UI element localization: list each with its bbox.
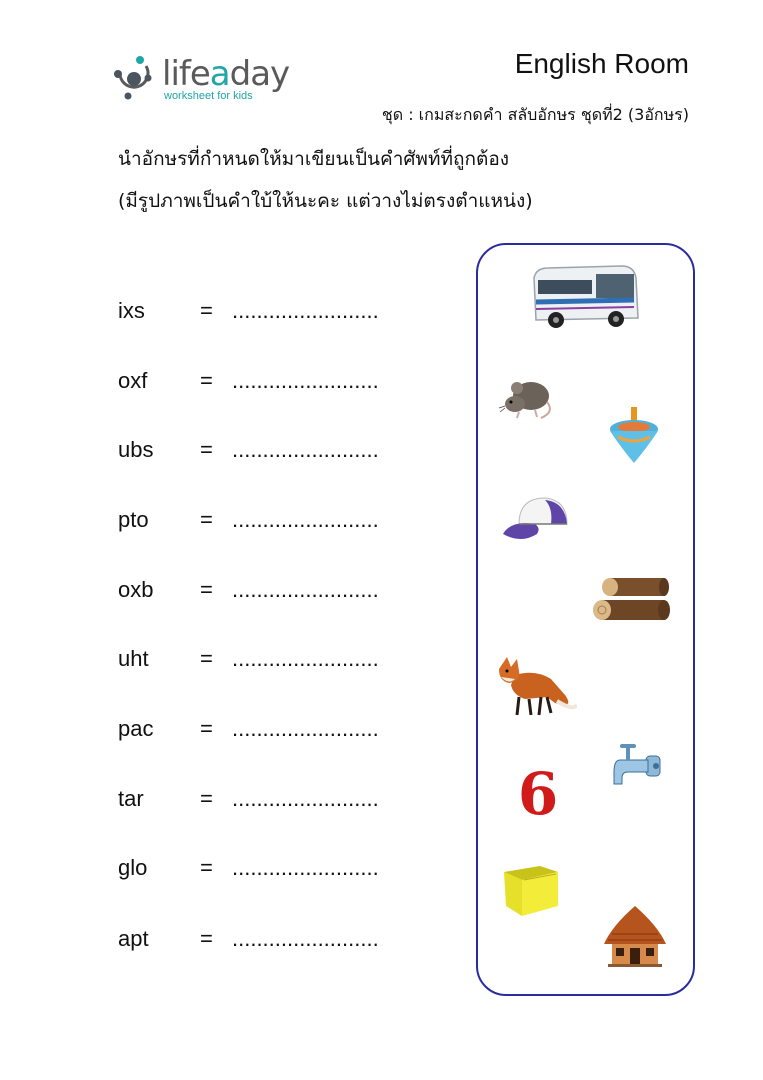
scrambled-word: pac xyxy=(118,716,154,741)
spinning-top-picture xyxy=(604,405,664,465)
scrambled-word: tar xyxy=(118,786,144,811)
equals-sign: = xyxy=(200,577,213,602)
scrambled-word: ubs xyxy=(118,437,154,462)
scrambled-word: uht xyxy=(118,646,149,671)
answer-blank[interactable]: ........................ xyxy=(232,577,379,602)
equals-sign: = xyxy=(200,855,213,880)
scrambled-word: oxf xyxy=(118,368,148,393)
scrambled-word: oxb xyxy=(118,577,154,602)
hut-picture xyxy=(602,904,668,968)
scrambled-word: glo xyxy=(118,855,148,880)
equals-sign: = xyxy=(200,298,213,323)
equals-sign: = xyxy=(200,368,213,393)
scrambled-word: apt xyxy=(118,926,149,951)
box-picture xyxy=(502,862,560,918)
rat-picture xyxy=(497,372,555,422)
answer-blank[interactable]: ........................ xyxy=(232,368,379,393)
answer-blank[interactable]: ........................ xyxy=(232,646,379,671)
logs-picture xyxy=(592,574,672,626)
molecule-logo-icon xyxy=(112,52,158,104)
equals-sign: = xyxy=(200,786,213,811)
answer-blank[interactable]: ........................ xyxy=(232,786,379,811)
logo-wordmark: lifeaday xyxy=(162,54,290,94)
equals-sign: = xyxy=(200,437,213,462)
six-picture: 6 xyxy=(517,760,559,828)
lifeaday-logo xyxy=(112,52,292,108)
answer-blank[interactable]: ........................ xyxy=(232,716,379,741)
logo-tagline: worksheet for kids xyxy=(164,90,253,102)
equals-sign: = xyxy=(200,716,213,741)
bus-picture xyxy=(530,262,640,330)
equals-sign: = xyxy=(200,646,213,671)
scrambled-word: pto xyxy=(118,507,149,532)
instruction-line-1: นำอักษรที่กำหนดให้มาเขียนเป็นคำศัพท์ที่ถูกต้อง xyxy=(118,148,510,170)
fox-picture xyxy=(495,655,577,717)
instruction-line-2: (มีรูปภาพเป็นคำใบ้ให้นะคะ แต่วางไม่ตรงตำแหน่ง) xyxy=(118,190,533,212)
tap-picture xyxy=(612,742,664,790)
answer-blank[interactable]: ........................ xyxy=(232,926,379,951)
scrambled-word: ixs xyxy=(118,298,145,323)
answer-blank[interactable]: ........................ xyxy=(232,437,379,462)
page-title: English Room xyxy=(514,48,689,79)
answer-blank[interactable]: ........................ xyxy=(232,855,379,880)
answer-blank[interactable]: ........................ xyxy=(232,298,379,323)
cap-picture xyxy=(501,494,571,546)
answer-blank[interactable]: ........................ xyxy=(232,507,379,532)
equals-sign: = xyxy=(200,507,213,532)
equals-sign: = xyxy=(200,926,213,951)
page-subtitle: ชุด : เกมสะกดคำ สลับอักษร ชุดที่2 (3อักษร) xyxy=(381,105,689,124)
